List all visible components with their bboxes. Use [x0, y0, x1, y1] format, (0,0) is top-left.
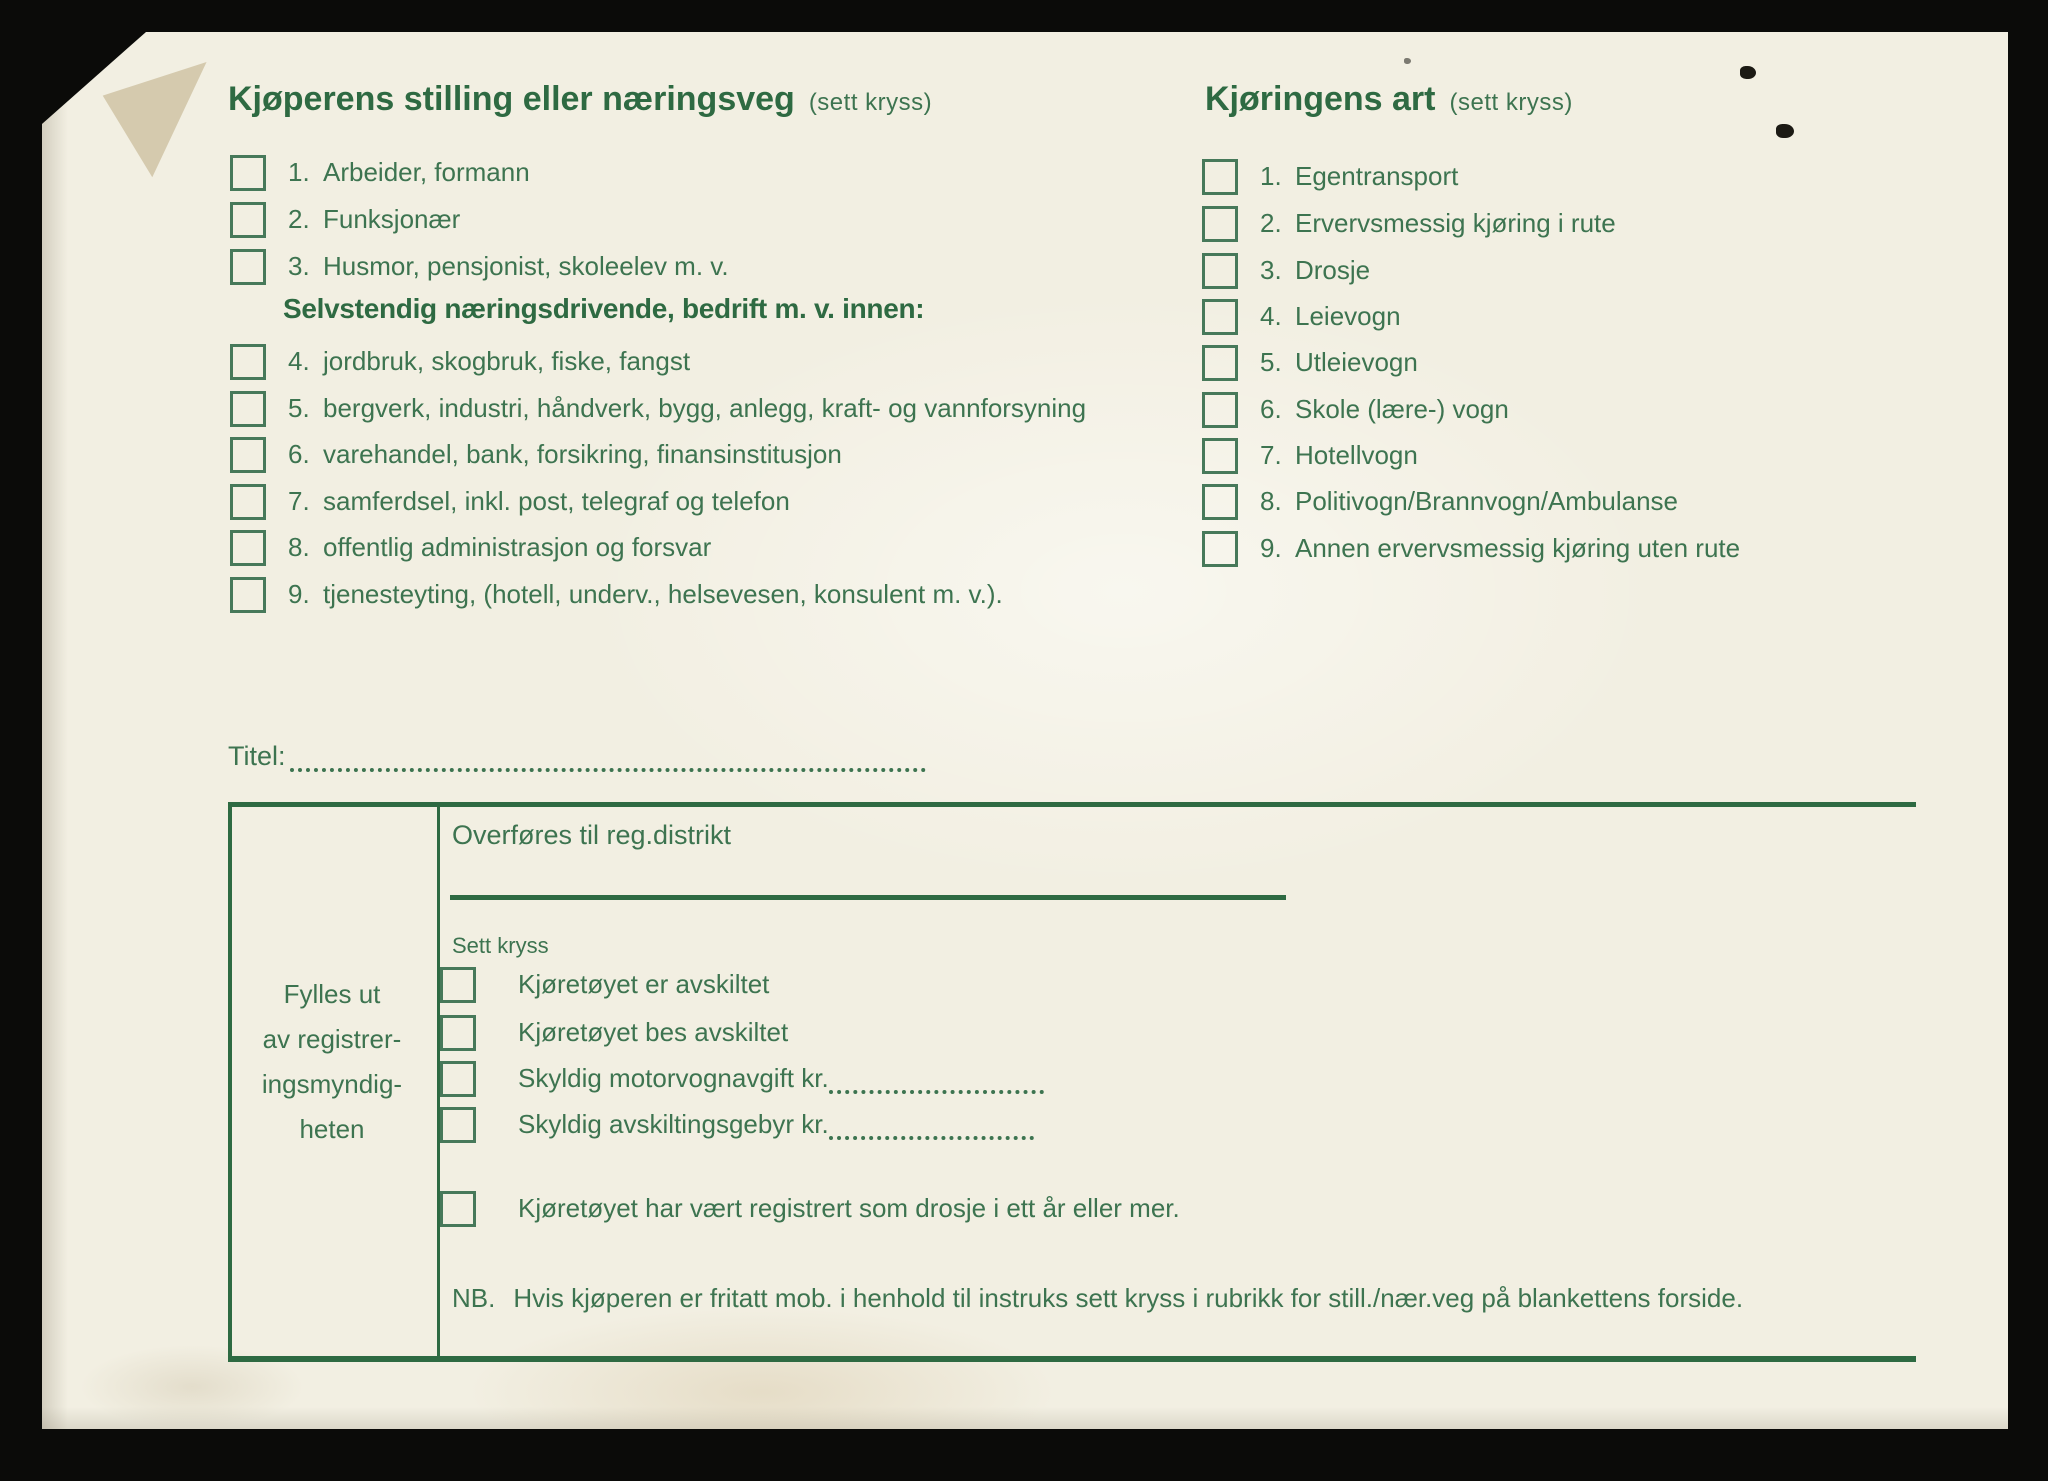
item-label: samferdsel, inkl. post, telegraf og telefon — [323, 486, 790, 516]
side-label-line: heten — [299, 1114, 365, 1144]
box-check-row — [440, 1190, 1180, 1227]
check-label: Kjøretøyet bes avskiltet — [518, 1017, 789, 1047]
right-section-title-suffix: (sett kryss) — [1449, 89, 1573, 116]
item-label: Hotellvogn — [1295, 440, 1418, 470]
item-label: Ervervsmessig kjøring i rute — [1295, 208, 1616, 238]
checkbox-bes-avskiltet[interactable] — [440, 1015, 476, 1051]
titel-row — [228, 738, 926, 772]
item-number: 9. — [288, 579, 310, 609]
list-item — [230, 201, 460, 238]
item-number: 8. — [288, 532, 310, 562]
list-item — [1202, 344, 1418, 381]
sett-kryss-label: Sett kryss — [452, 933, 549, 958]
checkbox-skyldig-avskiltingsgebyr[interactable] — [440, 1107, 476, 1143]
checkbox-skolevogn[interactable] — [1202, 392, 1238, 428]
checkbox-arbeider[interactable] — [230, 155, 266, 191]
left-section-subtitle: Selvstendig næringsdrivende, bedrift m. v. innen: — [283, 293, 925, 324]
item-label: Annen ervervsmessig kjøring uten rute — [1295, 533, 1741, 563]
list-item — [230, 154, 530, 191]
box-check-row — [440, 1014, 788, 1051]
list-item — [230, 483, 790, 520]
checkbox-tjenesteyting[interactable] — [230, 577, 266, 613]
item-number: 6. — [1260, 394, 1282, 424]
box-check-row — [440, 1060, 1044, 1097]
item-label: jordbruk, skogbruk, fiske, fangst — [323, 346, 691, 376]
item-label: offentlig administrasjon og forsvar — [323, 532, 712, 562]
item-label: Leievogn — [1295, 301, 1401, 331]
check-label: Skyldig avskiltingsgebyr kr. — [518, 1109, 829, 1139]
item-number: 2. — [288, 204, 310, 234]
checkbox-varehandel[interactable] — [230, 437, 266, 473]
item-number: 7. — [1260, 440, 1282, 470]
left-section-title — [228, 80, 932, 119]
checkbox-leievogn[interactable] — [1202, 299, 1238, 335]
list-item — [1202, 205, 1616, 242]
checkbox-skyldig-motorvognavgift[interactable] — [440, 1061, 476, 1097]
transfer-district-fill-line[interactable] — [450, 895, 1286, 900]
item-number: 9. — [1260, 533, 1282, 563]
ink-speck — [1776, 124, 1794, 138]
checkbox-politivogn[interactable] — [1202, 484, 1238, 520]
checkbox-er-avskiltet[interactable] — [440, 967, 476, 1003]
item-number: 4. — [1260, 301, 1282, 331]
nb-text: Hvis kjøperen er fritatt mob. i henhold til instruks sett kryss i rubrikk for still./nær.veg på blankettens forside. — [513, 1283, 1744, 1313]
list-item — [1202, 298, 1401, 335]
item-label: bergverk, industri, håndverk, bygg, anlegg, kraft- og vannforsyning — [323, 393, 1087, 423]
checkbox-samferdsel[interactable] — [230, 484, 266, 520]
checkbox-utleievogn[interactable] — [1202, 345, 1238, 381]
item-number: 5. — [288, 393, 310, 423]
list-item — [230, 248, 729, 285]
item-label: tjenesteyting, (hotell, underv., helsevesen, konsulent m. v.). — [323, 579, 1003, 609]
item-number: 2. — [1260, 208, 1282, 238]
checkbox-jordbruk[interactable] — [230, 344, 266, 380]
item-label: Egentransport — [1295, 161, 1459, 191]
item-number: 7. — [288, 486, 310, 516]
list-item — [1202, 252, 1370, 289]
list-item — [230, 436, 842, 473]
checkbox-annen-ervervsmessig[interactable] — [1202, 531, 1238, 567]
checkbox-bergverk[interactable] — [230, 391, 266, 427]
checkbox-drosje[interactable] — [1202, 253, 1238, 289]
right-section-title-text: Kjøringens art — [1205, 80, 1436, 118]
box-check-row — [440, 1106, 1034, 1143]
check-label: Kjøretøyet har vært registrert som drosje i ett år eller mer. — [518, 1193, 1180, 1223]
left-section-title-suffix: (sett kryss) — [808, 89, 933, 116]
item-number: 1. — [288, 157, 310, 187]
titel-fill-line[interactable] — [290, 738, 926, 772]
right-section-title — [1205, 80, 1573, 119]
ink-speck — [1740, 66, 1756, 79]
item-number: 3. — [1260, 255, 1282, 285]
list-item — [1202, 530, 1740, 567]
checkbox-funksjonaer[interactable] — [230, 202, 266, 238]
left-section-title-text: Kjøperens stilling eller næringsveg — [228, 80, 795, 118]
box-check-row — [440, 966, 769, 1003]
nb-note — [452, 1283, 1743, 1314]
check-label: Skyldig motorvognavgift kr. — [518, 1063, 829, 1093]
amount-fill-line[interactable] — [829, 1064, 1044, 1094]
item-label: Funksjonær — [323, 204, 461, 234]
nb-prefix: NB. — [452, 1283, 496, 1313]
transfer-district-label: Overføres til reg.distrikt — [452, 820, 732, 850]
checkbox-hotellvogn[interactable] — [1202, 438, 1238, 474]
list-item — [230, 529, 711, 566]
titel-label: Titel: — [228, 741, 286, 771]
check-label: Kjøretøyet er avskiltet — [518, 969, 770, 999]
checkbox-offentlig[interactable] — [230, 530, 266, 566]
checkbox-ervervsmessig-rute[interactable] — [1202, 206, 1238, 242]
item-label: Politivogn/Brannvogn/Ambulanse — [1295, 486, 1679, 516]
item-number: 5. — [1260, 347, 1282, 377]
item-label: Drosje — [1295, 255, 1371, 285]
ink-speck — [1404, 58, 1411, 64]
box-side-label — [232, 972, 432, 1152]
list-item — [1202, 483, 1678, 520]
amount-fill-line[interactable] — [829, 1110, 1034, 1140]
item-label: Utleievogn — [1295, 347, 1418, 377]
item-number: 4. — [288, 346, 310, 376]
list-item — [1202, 437, 1418, 474]
item-number: 3. — [288, 251, 310, 281]
side-label-line: ingsmyndig- — [261, 1069, 403, 1099]
checkbox-husmor[interactable] — [230, 249, 266, 285]
side-label-line: av registrer- — [262, 1024, 402, 1054]
item-label: varehandel, bank, forsikring, finansinstitusjon — [323, 439, 842, 469]
item-number: 8. — [1260, 486, 1282, 516]
item-label: Arbeider, formann — [323, 157, 530, 187]
list-item — [230, 576, 1003, 613]
list-item — [1202, 158, 1458, 195]
checkbox-registrert-som-drosje[interactable] — [440, 1191, 476, 1227]
item-label: Husmor, pensjonist, skoleelev m. v. — [323, 251, 729, 281]
item-label: Skole (lære-) vogn — [1295, 394, 1509, 424]
checkbox-egentransport[interactable] — [1202, 159, 1238, 195]
item-number: 6. — [288, 439, 310, 469]
list-item — [230, 343, 690, 380]
list-item — [1202, 391, 1509, 428]
list-item — [230, 390, 1086, 427]
item-number: 1. — [1260, 161, 1282, 191]
side-label-line: Fylles ut — [283, 979, 381, 1009]
